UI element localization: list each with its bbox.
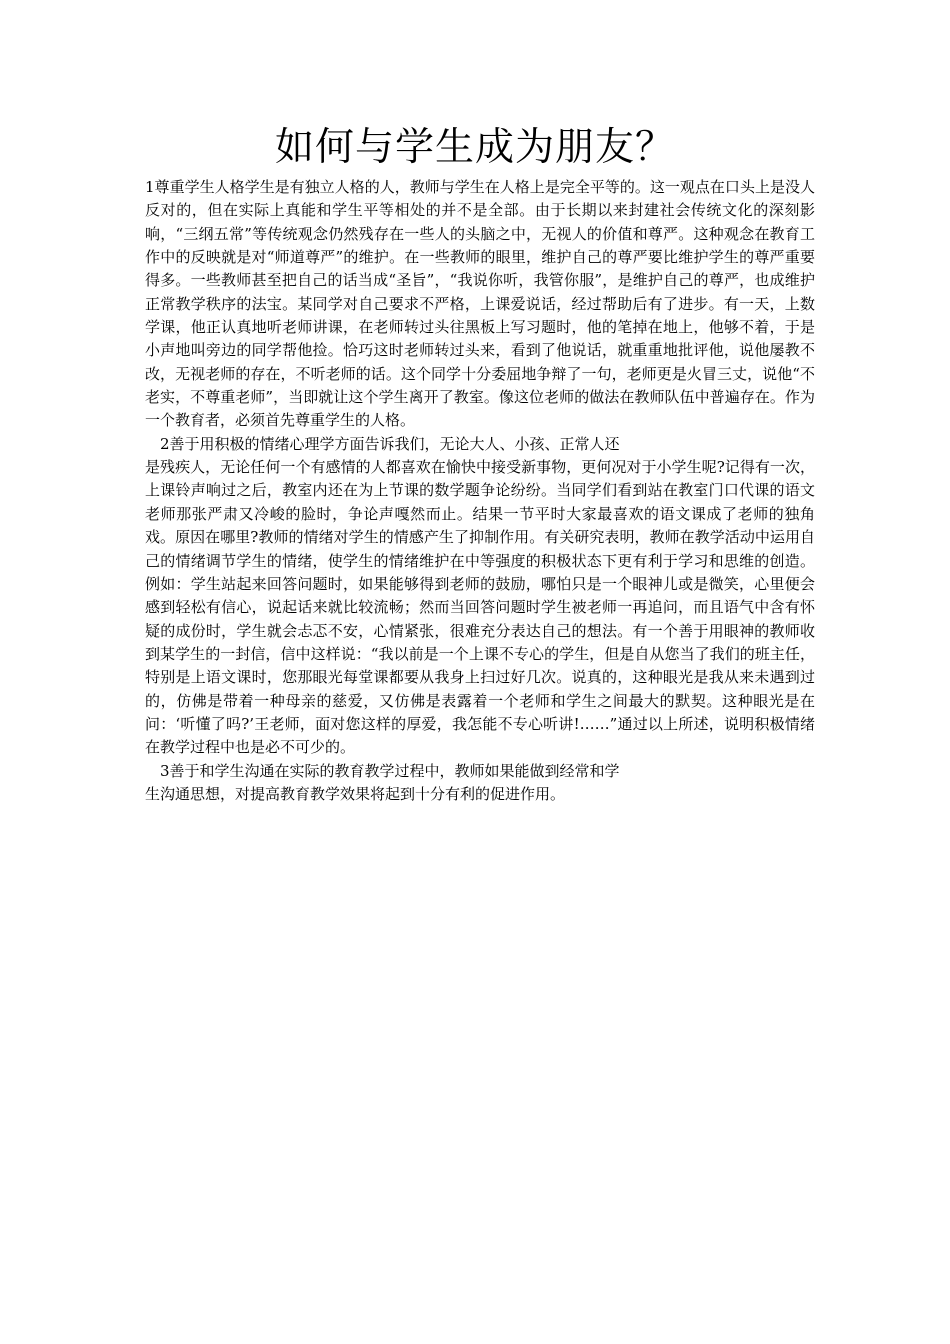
paragraph-2-heading: 2善于用积极的情绪心理学方面告诉我们，无论大人、小孩、正常人还 <box>160 434 620 453</box>
document-body <box>145 176 815 806</box>
paragraph-3-body: 生沟通思想，对提高教育教学效果将起到十分有利的促进作用。 <box>145 784 566 803</box>
paragraph-3-heading: 3善于和学生沟通在实际的教育教学过程中，教师如果能做到经常和学 <box>160 761 620 780</box>
paragraph-2-body: 是残疾人，无论任何一个有感情的人都喜欢在愉快中接受新事物，更何况对于小学生呢?记得有一次，上课铃声响过之后，教室内还在为上节课的数学题争论纷纷。当同学们看到站在教室门口代课的语文老师那张严肃又冷峻的脸时，争论声嘎然而止。结果一节平时大家最喜欢的语文课成了老师的独角戏。原因在哪里?教师的情绪对学生的情感产生了抑制作用。有关研究表明，教师在教学活动中运用自己的情绪调节学生的情绪，使学生的情绪维护在中等强度的积极状态下更有利于学习和思维的创造。例如：学生站起来回答问题时，如果能够得到老师的鼓励，哪怕只是一个眼神儿或是微笑，心里便会感到轻松有信心，说起话来就比较流畅；然而当回答问题时学生被老师一再追问，而且语气中含有怀疑的成份时，学生就会忐忑不安，心情紧张，很难充分表达自己的想法。有一个善于用眼神的教师收到某学生的一封信，信中这样说：“我以前是一个上课不专心的学生，但是自从您当了我们的班主任，特别是上语文课时，您那眼光每堂课都要从我身上扫过好几次。说真的，这种眼光是我从来未遇到过的，仿佛是带着一种母亲的慈爱，又仿佛是表露着一个老师和学生之间最大的默契。这种眼光是在问：‘听懂了吗?’王老师，面对您这样的厚爱，我怎能不专心听讲!……”通过以上所述，说明积极情绪在教学过程中也是必不可少的。 <box>145 458 815 757</box>
document-title: 如何与学生成为朋友？ <box>274 125 675 170</box>
paragraph-1: 1尊重学生人格学生是有独立人格的人，教师与学生在人格上是完全平等的。这一观点在口头上是没人反对的，但在实际上真能和学生平等相处的并不是全部。由于长期以来封建社会传统文化的深刻影响，“三纲五常”等传统观念仍然残存在一些人的头脑之中，无视人的价值和尊严。这种观念在教育工作中的反映就是对“师道尊严”的维护。在一些教师的眼里，维护自己的尊严要比维护学生的尊严重要得多。一些教师甚至把自己的话当成“圣旨”，“我说你听，我管你服”，是维护自己的尊严，也成维护正常教学秩序的法宝。某同学对自己要求不严格，上课爱说话，经过帮助后有了进步。有一天，上数学课，他正认真地听老师讲课，在老师转过头往黑板上写习题时，他的笔掉在地上，他够不着，于是小声地叫旁边的同学帮他捡。恰巧这时老师转过头来，看到了他说话，就重重地批评他，说他屡教不改，无视老师的存在，不听老师的话。这个同学十分委屈地争辩了一句，老师更是火冒三丈，说他“不老实，不尊重老师”，当即就让这个学生离开了教室。像这位老师的做法在教师队伍中普遍存在。作为一个教育者，必须首先尊重学生的人格。 <box>145 178 815 430</box>
